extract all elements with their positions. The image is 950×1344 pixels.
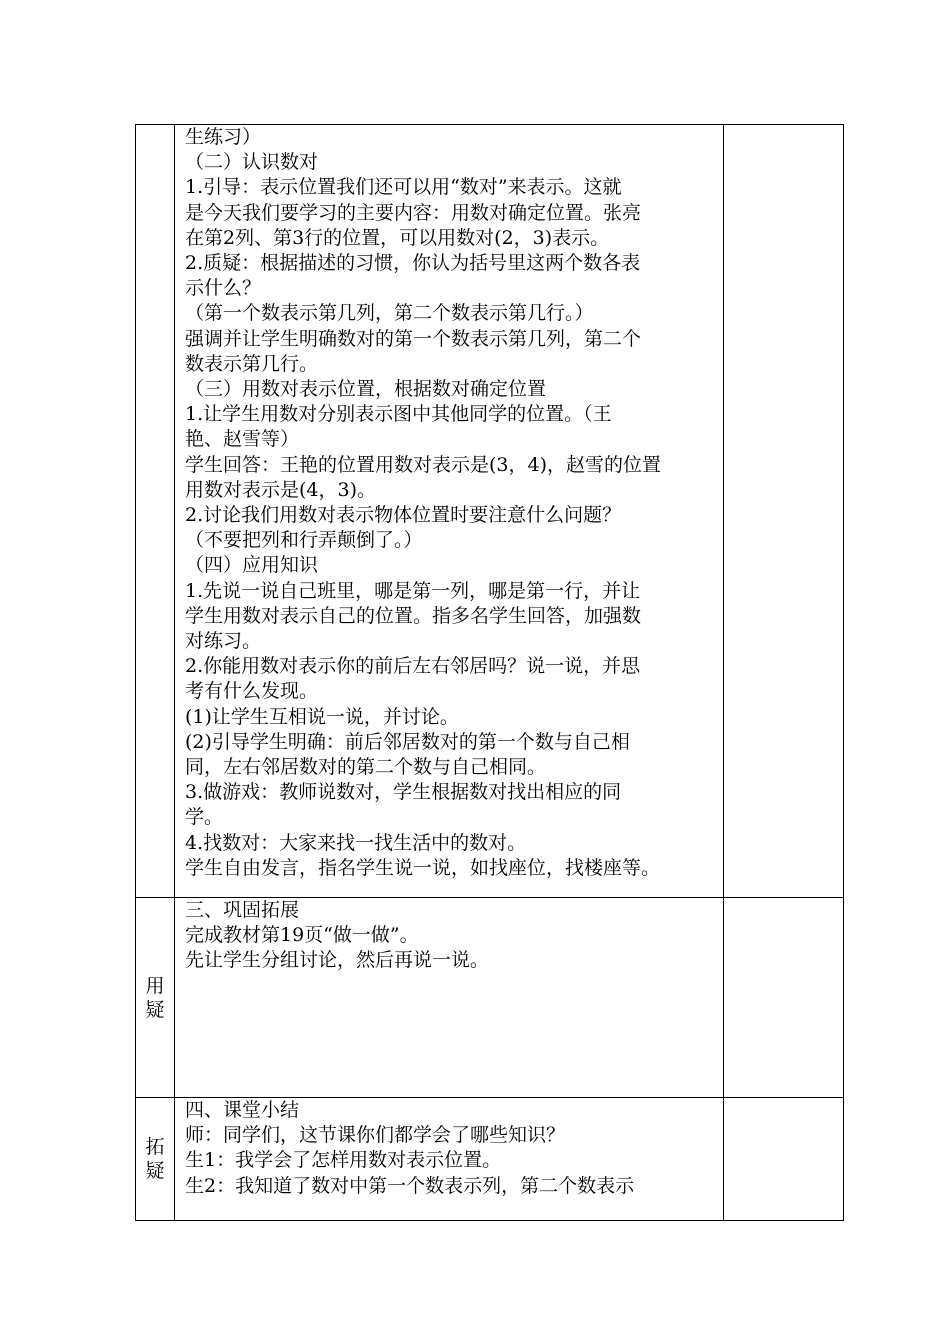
stage-label-char: 疑 bbox=[145, 1160, 165, 1182]
content-cell bbox=[175, 1098, 724, 1221]
stage-label-cell bbox=[136, 898, 175, 1098]
text-line: 对练习。 bbox=[185, 630, 262, 653]
text-line: 考有什么发现。 bbox=[185, 680, 319, 703]
text-line: 示什么？ bbox=[185, 277, 262, 300]
stage-label-cell bbox=[136, 125, 175, 898]
stage-label-char: 疑 bbox=[145, 998, 165, 1021]
notes-cell bbox=[724, 1098, 844, 1221]
stage-label-cell bbox=[136, 1098, 175, 1221]
text-line: 四、课堂小结 bbox=[185, 1099, 300, 1121]
text-line: 1.先说一说自己班里，哪是第一列，哪是第一行，并让 bbox=[185, 579, 641, 602]
stage-label bbox=[144, 1135, 166, 1183]
lesson-plan-table bbox=[135, 124, 844, 1221]
table-row-process bbox=[136, 125, 844, 898]
text-line: 2.讨论我们用数对表示物体位置时要注意什么问题？ bbox=[185, 504, 622, 527]
text-line: 用数对表示是(4，3)。 bbox=[185, 478, 377, 501]
text-line: 强调并让学生明确数对的第一个数表示第几列，第二个 bbox=[185, 327, 642, 350]
text-line: 生1：我学会了怎样用数对表示位置。 bbox=[185, 1149, 502, 1172]
text-line: 艳、赵雪等） bbox=[185, 428, 300, 451]
text-line: 学。 bbox=[185, 806, 224, 829]
text-line: 4.找数对：大家来找一找生活中的数对。 bbox=[185, 831, 527, 854]
content-block bbox=[175, 898, 723, 974]
text-line: 生练习） bbox=[185, 126, 262, 148]
text-line: (2)引导学生明确：前后邻居数对的第一个数与自己相 bbox=[185, 730, 630, 753]
stage-label-char: 用 bbox=[145, 974, 165, 997]
text-line: 2.你能用数对表示你的前后左右邻居吗？说一说，并思 bbox=[185, 655, 641, 678]
notes-cell bbox=[724, 898, 844, 1098]
text-line: 生2：我知道了数对中第一个数表示列，第二个数表示 bbox=[185, 1174, 635, 1197]
text-line: 学生回答：王艳的位置用数对表示是(3，4)，赵雪的位置 bbox=[185, 453, 662, 476]
text-line: 师：同学们，这节课你们都学会了哪些知识？ bbox=[185, 1124, 566, 1147]
text-line: （四）应用知识 bbox=[185, 554, 319, 577]
content-cell bbox=[175, 898, 724, 1098]
content-cell bbox=[175, 125, 724, 898]
text-line: 三、巩固拓展 bbox=[185, 899, 300, 921]
text-line: 学生自由发言，指名学生说一说，如找座位，找楼座等。 bbox=[185, 856, 661, 879]
text-line: 1.引导：表示位置我们还可以用“数对”来表示。这就 bbox=[185, 176, 622, 199]
table-row-consolidate bbox=[136, 898, 844, 1098]
text-line: 是今天我们要学习的主要内容：用数对确定位置。张亮 bbox=[185, 201, 642, 224]
content-block bbox=[175, 125, 723, 881]
text-line: 先让学生分组讨论，然后再说一说。 bbox=[185, 949, 490, 972]
text-line: (1)让学生互相说一说，并讨论。 bbox=[185, 705, 459, 728]
stage-label-char: 拓 bbox=[145, 1136, 165, 1158]
text-line: 数表示第几行。 bbox=[185, 352, 319, 375]
text-line: 1.让学生用数对分别表示图中其他同学的位置。（王 bbox=[185, 403, 612, 426]
table-row-summary bbox=[136, 1098, 844, 1221]
text-line: 2.质疑：根据描述的习惯，你认为括号里这两个数各表 bbox=[185, 252, 641, 275]
text-line: （不要把列和行弄颠倒了。） bbox=[185, 529, 423, 552]
notes-cell bbox=[724, 125, 844, 898]
text-line: （三）用数对表示位置，根据数对确定位置 bbox=[185, 378, 547, 401]
text-line: 学生用数对表示自己的位置。指多名学生回答，加强数 bbox=[185, 604, 642, 627]
text-line: 同，左右邻居数对的第二个数与自己相同。 bbox=[185, 756, 547, 779]
content-block bbox=[175, 1098, 723, 1199]
text-line: （第一个数表示第几列，第二个数表示第几行。） bbox=[185, 302, 594, 325]
text-line: 3.做游戏：教师说数对，学生根据数对找出相应的同 bbox=[185, 781, 622, 804]
stage-label bbox=[144, 974, 166, 1022]
text-line: 完成教材第19页“做一做”。 bbox=[185, 924, 419, 947]
text-line: 在第2列、第3行的位置，可以用数对(2，3)表示。 bbox=[185, 226, 610, 249]
text-line: （二）认识数对 bbox=[185, 151, 319, 174]
